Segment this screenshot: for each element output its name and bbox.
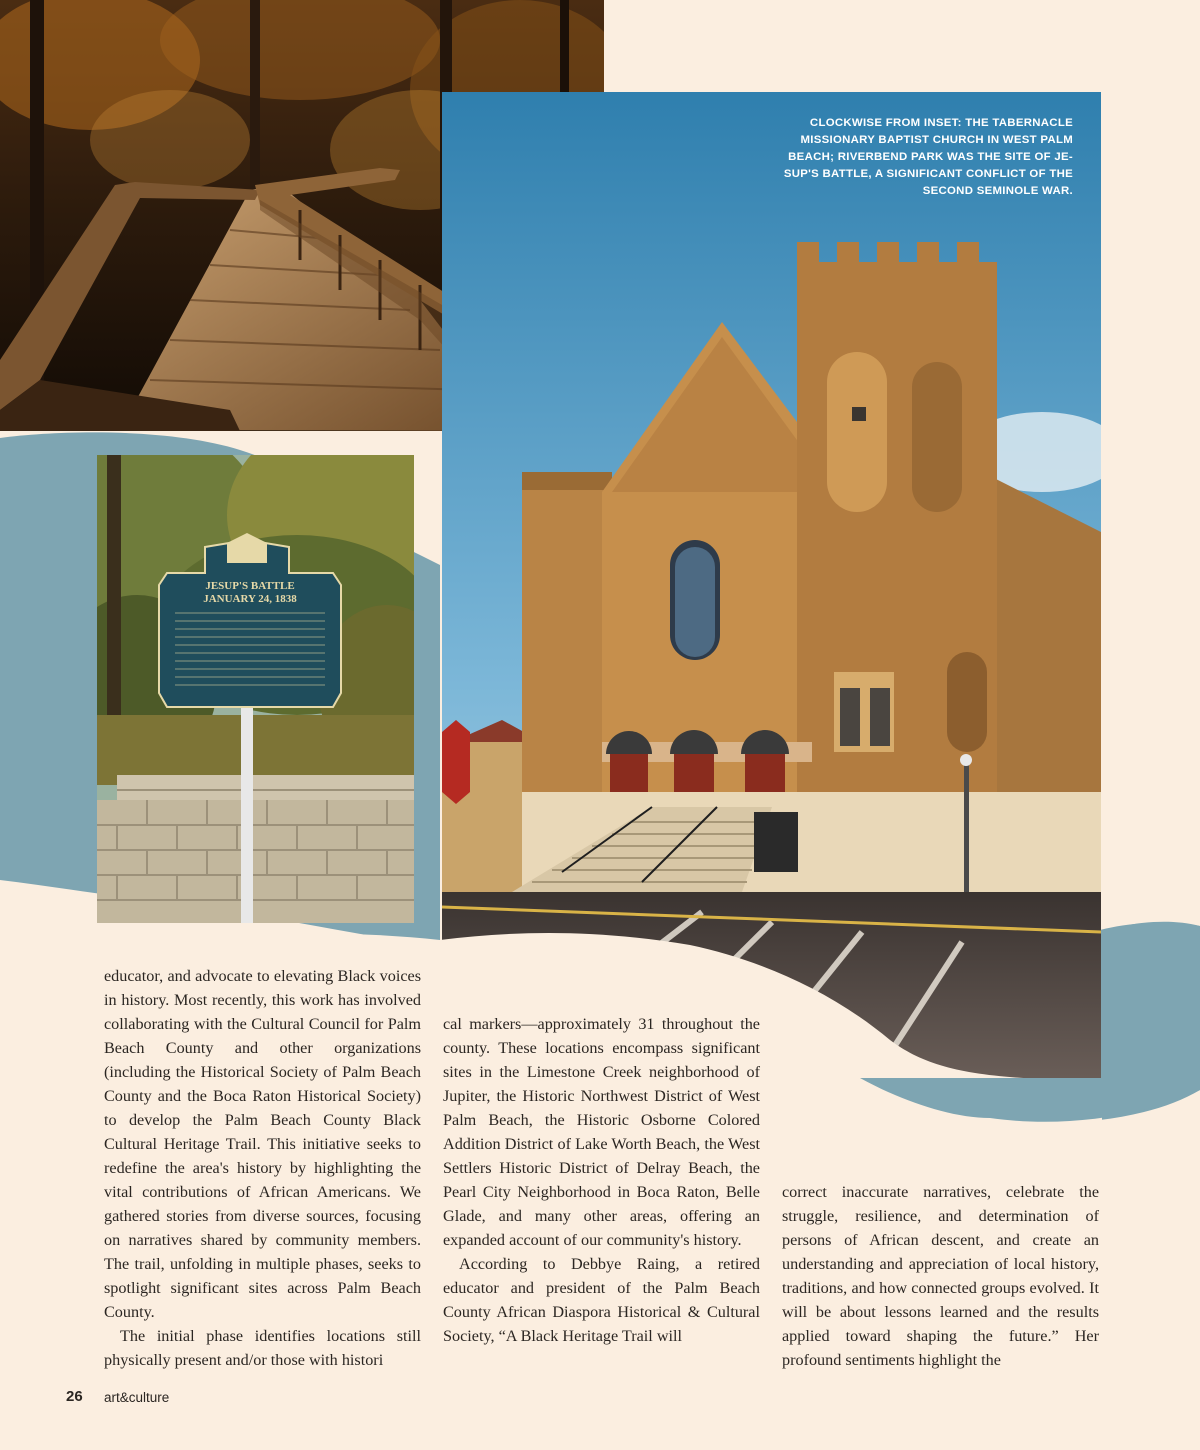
section-name: art&culture: [104, 1390, 170, 1405]
body-paragraph: The initial phase identifies locations still physically present and/or those with histori: [104, 1327, 421, 1369]
body-column-2: [443, 1012, 760, 1348]
page-number: 26: [66, 1388, 83, 1405]
body-paragraph: educator, and advocate to elevating Black voices in history. Most recently, this work has involved collaborating with the Cultural Council for Palm Beach County and other organizations (including the Historical Society of Palm Beach County and the Boca Raton Historical Society) to develop the Palm Beach County Black Cultural Heritage Trail. This initiative seeks to redefine the area's history by highlighting the vital contributions of African Americans. We gathered stories from diverse sources, focusing on narratives shared by community members. The trail, unfolding in multiple phases, seeks to spotlight significant sites across Palm Beach County.: [104, 967, 421, 1321]
body-paragraph: According to Debbye Raing, a retired educator and president of the Palm Beach County African Diaspora Historical & Cultural Society, “A Black Heritage Trail will: [443, 1255, 760, 1345]
caption-line: SUP'S BATTLE, A SIGNIFICANT CONFLICT OF THE: [783, 168, 1073, 180]
caption-line: MISSIONARY BAPTIST CHURCH IN WEST PALM: [800, 134, 1073, 146]
caption-line: BEACH; RIVERBEND PARK WAS THE SITE OF JE-: [788, 151, 1073, 163]
body-column-3: [782, 1180, 1099, 1372]
page-footer: [66, 1388, 170, 1406]
marker-title-line2: JANUARY 24, 1838: [203, 593, 297, 605]
photo-caption: [773, 115, 1073, 200]
body-paragraph: cal markers—approximately 31 throughout the county. These locations encompass significant sites in the Limestone Creek neighborhood of Jupiter, the Historic Northwest District of West Palm Beach, the Historic Osborne Colored Addition District of Lake Worth Beach, the West Settlers Historic District of Delray Beach, the Pearl City Neighborhood in Boca Raton, Belle Glade, and many other areas, offering an expanded account of our community's history.: [443, 1015, 760, 1249]
marker-title-line1: JESUP'S BATTLE: [205, 580, 295, 592]
body-column-1: [104, 964, 421, 1372]
caption-line: SECOND SEMINOLE WAR.: [922, 185, 1073, 197]
body-paragraph: correct inaccurate narratives, celebrate the struggle, resilience, and determination of persons of African descent, and create an understanding and appreciation of local history, traditions, and how connected groups evolved. It will be about lessons learned and the results applied toward shaping the future.” Her profound sentiments highlight the: [782, 1183, 1099, 1369]
caption-line: CLOCKWISE FROM INSET: THE TABERNACLE: [809, 117, 1073, 129]
